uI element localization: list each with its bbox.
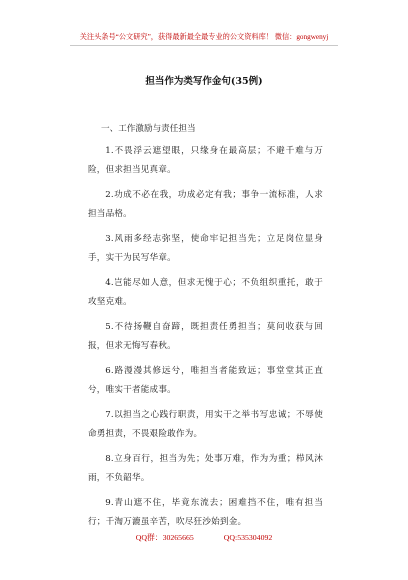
quote-list	[88, 142, 323, 538]
list-item: 7.以担当之心践行职责，用实干之举书写忠诚；不辱使命勇担责，不畏艰险敢作为。	[88, 410, 323, 439]
section-heading: 一、工作激励与责任担当	[101, 124, 196, 134]
footer-qq-group: QQ群：30265665	[135, 533, 194, 542]
footer	[0, 533, 408, 543]
list-item: 4.岂能尽如人意，但求无愧于心；不负组织重托，敢于攻坚克难。	[88, 278, 323, 307]
list-item: 9.青山遮不住，毕竟东流去；困难挡不住，唯有担当行；千淘万漉虽辛苦，吹尽狂沙始到金。	[88, 498, 323, 527]
page-title: 担当作为类写作金句(35例)	[145, 76, 263, 87]
list-item: 2.功成不必在我，功成必定有我；事争一流标准，人求担当品格。	[88, 190, 323, 219]
list-item: 1.不畏浮云遮望眼，只缘身在最高层；不避千难与万险，但求担当见真章。	[88, 146, 323, 175]
header-divider	[70, 45, 338, 46]
list-item: 3.风雨多经志弥坚，使命牢记担当先；立足岗位显身手，实干为民写华章。	[88, 234, 323, 263]
list-item: 5.不待扬鞭自奋蹄，既担责任勇担当；莫问收获与回报，但求无悔写春秋。	[88, 322, 323, 351]
list-item: 6.路漫漫其修远兮，唯担当者能致远；事堂堂其正直兮，唯实干者能成事。	[88, 366, 323, 395]
header-note: 关注头条号“公文研究”，获得最新最全最专业的公文资料库！ 微信：gongwenyj	[79, 33, 329, 41]
list-item: 8.立身百行，担当为先；处事万难，作为为重；栉风沐雨，不负韶华。	[88, 454, 323, 483]
footer-qq: QQ:535304092	[223, 533, 273, 542]
